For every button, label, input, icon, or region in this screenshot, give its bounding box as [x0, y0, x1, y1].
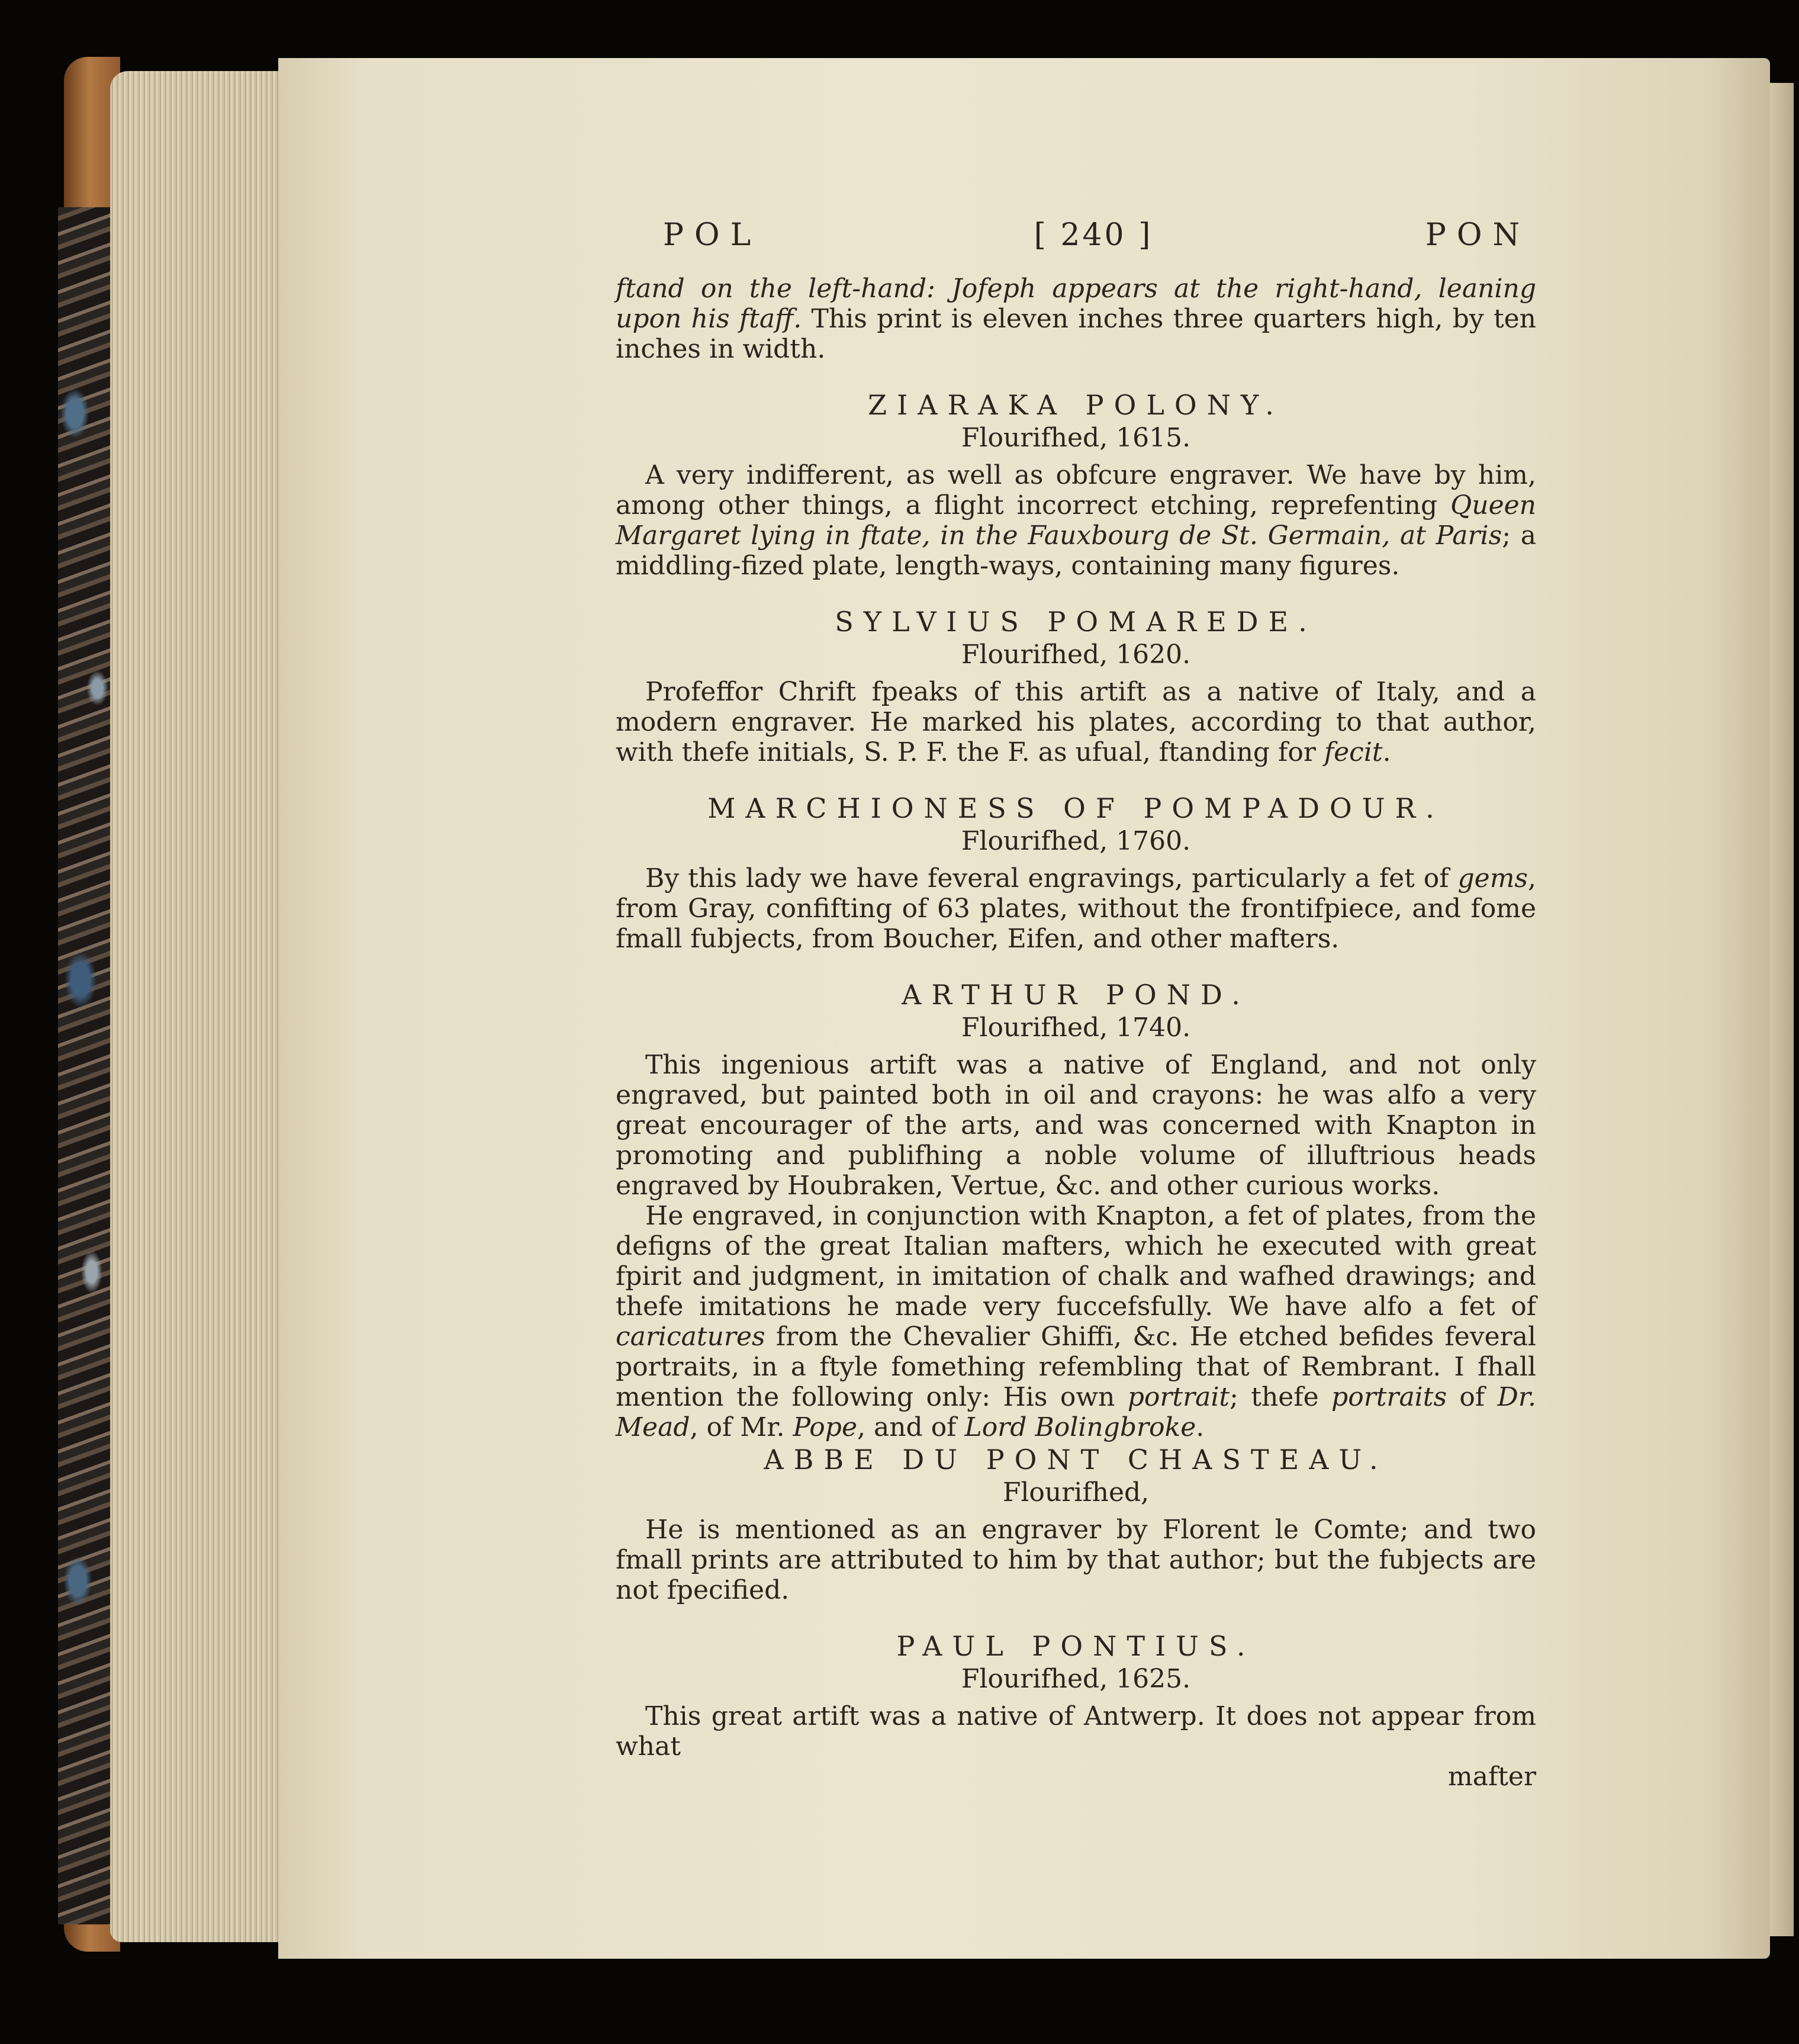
italic-span: caricatures: [616, 1322, 765, 1352]
text-span: A very indifferent, as well as obfcure engraver. We have by him, among other things, a flight incorrect etching, reprefenting: [616, 460, 1536, 520]
entry-arthur-pond: [616, 978, 1536, 1442]
entry-flourished: Flourifhed, 1615.: [961, 423, 1191, 453]
entry-heading: PAUL PONTIUS.: [896, 1630, 1256, 1662]
entry-paul-pontius: [616, 1629, 1536, 1792]
entry-sylvius-pomarede: [616, 605, 1536, 767]
entry-heading: MARCHIONESS OF POMPADOUR.: [707, 792, 1444, 824]
entry-flourished: Flourifhed,: [1002, 1477, 1150, 1508]
entry-text-2: [616, 1201, 1536, 1442]
italic-span: Queen Margaret lying in ftate, in the Fauxbourg de St. Germain, at Paris: [616, 490, 1536, 551]
running-head: [521, 217, 1536, 274]
text-span: of: [1447, 1382, 1498, 1412]
entry-marchioness-of-pompadour: [616, 791, 1536, 954]
italic-span: gems: [1457, 863, 1528, 894]
entry-flourished: Flourifhed, 1760.: [961, 826, 1191, 856]
opening-roman: This print is eleven inches three quarters high, by ten inches in width.: [616, 304, 1537, 364]
marbled-board: [58, 207, 114, 1924]
entry-heading: ABBE DU PONT CHASTEAU.: [764, 1444, 1388, 1476]
text-span: .: [1196, 1412, 1205, 1442]
entry-text: He is mentioned as an engraver by Florent le Comte; and two fmall prints are attributed to him by that author; but the fubjects are not fpecified.: [616, 1515, 1536, 1605]
italic-span: Dr. Mead: [616, 1382, 1537, 1442]
text-span: from the Chevalier Ghiffi, &c. He etched befides feveral portraits, in a ftyle fomething refembling that of Rembrant. I fhall mention the following only: His own: [616, 1322, 1536, 1412]
italic-span: Lord Bolingbroke: [964, 1412, 1196, 1442]
text-span: By this lady we have feveral engravings, particularly a fet of: [645, 863, 1458, 894]
italic-span: Pope: [793, 1412, 857, 1442]
entry-heading: SYLVIUS POMAREDE.: [835, 606, 1317, 638]
entry-text: [616, 863, 1536, 954]
catchword: mafter: [1448, 1762, 1536, 1792]
text-span: Profeffor Chrift fpeaks of this artift as a native of Italy, and a modern engraver. He marked his plates, according to that author, with thefe initials, S. P. F. the F. as ufual, ftanding for: [616, 677, 1536, 767]
entry-text: This great artift was a native of Antwerp. It does not appear from what: [616, 1701, 1536, 1762]
entry-text: [616, 460, 1536, 581]
text-span: , and of: [857, 1412, 965, 1442]
text-span: .: [1382, 737, 1391, 767]
entry-flourished: Flourifhed, 1625.: [961, 1664, 1191, 1694]
page-number: [ 240 ]: [1034, 217, 1153, 253]
running-head-left: POL: [663, 217, 762, 253]
entry-flourished: Flourifhed, 1620.: [961, 639, 1191, 670]
entry-text: This ingenious artift was a native of England, and not only engraved, but painted both in oil and crayons: he was alfo a very great encourager of the arts, and was concerned with Knapton in promoting and publifhing a noble volume of illuftrious heads engraved by Houbraken, Vertue, &c. and other curious works.: [616, 1050, 1536, 1201]
page-edges: [110, 71, 288, 1942]
text-span: ; thefe: [1230, 1382, 1332, 1412]
text-span: , of Mr.: [690, 1412, 793, 1442]
italic-span: portraits: [1331, 1382, 1447, 1412]
text-span: , from Gray, confifting of 63 plates, without the frontifpiece, and fome fmall fubjects, from Boucher, Eifen, and other mafters.: [616, 863, 1536, 954]
running-head-right: PON: [1425, 217, 1530, 253]
entry-text: [616, 677, 1536, 767]
entry-heading: ARTHUR POND.: [902, 979, 1250, 1011]
entry-abbe-du-pont-chasteau: [616, 1442, 1536, 1605]
opening-italic: ftand on the left-hand: Jofeph appears at the right-hand, leaning upon his ftaff.: [616, 274, 1536, 334]
text-span: He engraved, in conjunction with Knapton, a fet of plates, from the defigns of the great Italian mafters, which he executed with great fpirit and judgment, in imitation of chalk and wafhed drawings; and thefe imitations he made very fuccefsfully. We have alfo a fet of: [616, 1201, 1536, 1322]
page-text: [616, 217, 1537, 1792]
italic-span: portrait: [1127, 1382, 1230, 1412]
italic-span: fecit: [1324, 737, 1383, 767]
entry-ziaraka-polony: [616, 388, 1536, 581]
text-span: ; a middling-fized plate, length-ways, containing many figures.: [616, 520, 1537, 581]
entry-flourished: Flourifhed, 1740.: [961, 1013, 1191, 1043]
entry-heading: ZIARAKA POLONY.: [868, 389, 1284, 421]
opening-paragraph: [616, 274, 1536, 364]
